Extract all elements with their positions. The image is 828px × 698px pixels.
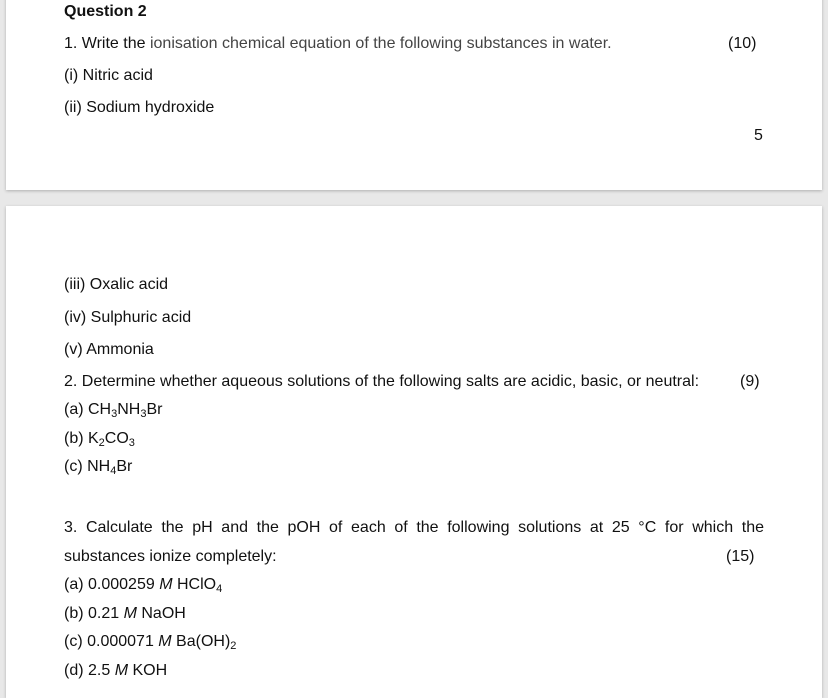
part-3-prompt-line-2: substances ionize completely: (64, 548, 277, 565)
salt-item: (c) $NH_4Br$ (64, 458, 133, 477)
part-2-prompt: 2. Determine whether aqueous solutions of the following salts are acidic, basic, or neutral: (64, 373, 700, 390)
page-2 (6, 206, 822, 698)
page-number: 5 (754, 127, 763, 144)
part-1-marks: (10) (728, 35, 757, 52)
solution-item: (c) 0.000071 M $Ba(OH)_2$ (64, 633, 237, 652)
part-2-marks: (9) (740, 373, 760, 390)
question-heading: Question 2 (64, 3, 147, 20)
part-3-prompt-line-1: 3. Calculate the pH and the pOH of each of the following solutions at 25 °C for which the (64, 519, 764, 536)
list-item: (i) Nitric acid (64, 67, 153, 84)
part-1-prompt-lead: 1. Write the (64, 35, 150, 52)
list-item: (iii) Oxalic acid (64, 276, 169, 293)
solution-item: (d) 2.5 M KOH (64, 662, 168, 679)
part-1-prompt-rest: ionisation chemical equation of the following substances in water. (149, 35, 612, 52)
list-item: (v) Ammonia (64, 341, 154, 358)
list-item: (ii) Sodium hydroxide (64, 99, 215, 116)
page-1 (6, 0, 822, 190)
salt-item: (b) $K_2CO_3$ (64, 430, 135, 449)
list-item: (iv) Sulphuric acid (64, 309, 192, 326)
part-3-marks: (15) (726, 548, 755, 565)
solution-item: (a) 0.000259 M HClO$_4$ (64, 576, 223, 595)
part-1-prompt (64, 34, 612, 53)
salt-item: (a) $CH_3NH_3Br$ (64, 401, 163, 420)
solution-item: (b) 0.21 M NaOH (64, 605, 186, 622)
